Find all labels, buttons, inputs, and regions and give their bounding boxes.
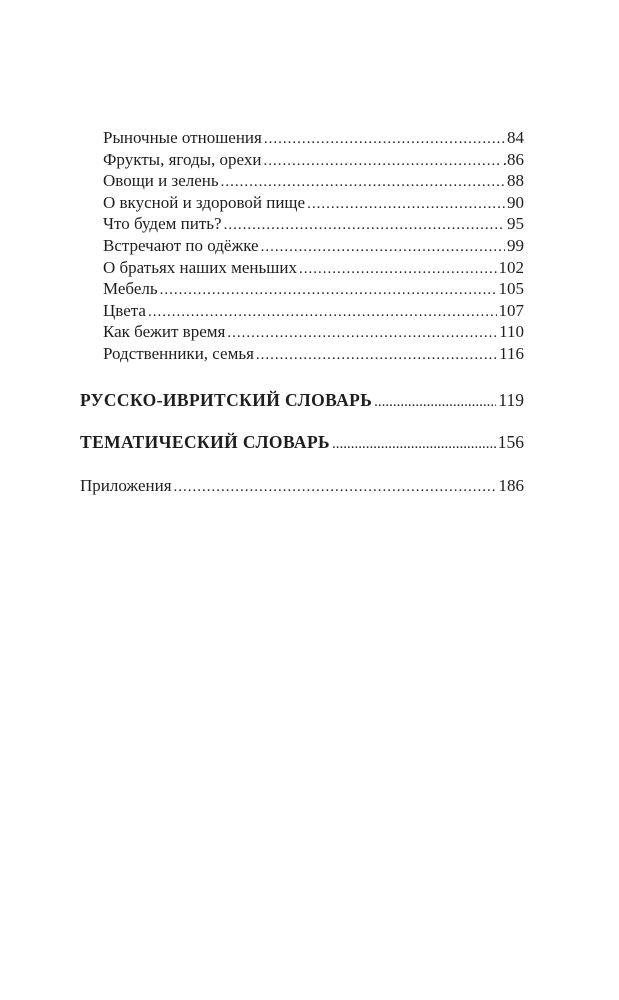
toc-entry-page: 95 xyxy=(507,214,524,234)
toc-section-russian-hebrew-dictionary[interactable] xyxy=(80,390,524,411)
toc-entry[interactable] xyxy=(80,278,524,300)
toc-entry-title: Рыночные отношения xyxy=(103,128,262,147)
toc-entry-title: Мебель xyxy=(103,279,158,299)
toc-entry-page: 107 xyxy=(498,300,524,320)
toc-section-title: РУССКО-ИВРИТСКИЙ СЛОВАРЬ xyxy=(80,389,373,410)
toc-entry-page: 99 xyxy=(507,235,524,255)
toc-entry[interactable] xyxy=(80,213,524,235)
dot-leader xyxy=(221,172,505,192)
toc-section-page: 186 xyxy=(498,475,524,495)
toc-entry-page: 88 xyxy=(507,171,524,191)
dot-leader xyxy=(374,394,496,411)
dot-leader xyxy=(174,479,497,496)
dot-leader xyxy=(148,302,497,322)
toc-entry[interactable] xyxy=(80,257,524,279)
toc-entry-page: 90 xyxy=(507,192,524,212)
toc-section-appendix[interactable] xyxy=(80,476,524,496)
toc-entry-page: 102 xyxy=(498,257,524,277)
toc-section-thematic-dictionary[interactable] xyxy=(80,432,524,453)
toc-entry-title: Как бежит время xyxy=(103,322,226,342)
toc-entry[interactable] xyxy=(80,235,524,257)
dot-leader xyxy=(256,345,497,365)
toc-entry[interactable] xyxy=(80,192,524,214)
dot-leader xyxy=(263,151,500,171)
toc-entry-page: 105 xyxy=(498,279,524,299)
dot-leader xyxy=(160,280,497,300)
toc-entry[interactable] xyxy=(80,321,524,343)
dot-leader xyxy=(264,129,505,149)
toc-section-page: 156 xyxy=(497,431,524,452)
dot-leader xyxy=(224,215,505,235)
table-of-contents xyxy=(80,127,524,496)
dot-leader xyxy=(307,194,505,214)
toc-entry-title: Родственники, семья xyxy=(103,343,254,363)
toc-section-title: Приложения xyxy=(80,475,172,495)
toc-entry-page: .86 xyxy=(502,149,524,169)
toc-entry-title: О братьях наших меньших xyxy=(103,257,297,277)
dot-leader xyxy=(332,436,496,453)
toc-section-page: 119 xyxy=(498,389,524,410)
toc-section-title: ТЕМАТИЧЕСКИЙ СЛОВАРЬ xyxy=(80,431,331,452)
toc-entry[interactable] xyxy=(80,300,524,322)
toc-entry-title: Фрукты, ягоды, орехи xyxy=(103,149,262,169)
toc-entry-page: 110 xyxy=(499,322,524,342)
toc-entry-title: Встречают по одёжке xyxy=(103,235,259,255)
dot-leader xyxy=(227,323,497,343)
toc-entry-page: 116 xyxy=(499,343,524,363)
toc-entry[interactable] xyxy=(80,149,524,171)
toc-entry[interactable] xyxy=(80,127,524,149)
toc-entry-title: Что будем пить? xyxy=(103,214,222,234)
toc-entry-title: О вкусной и здоровой пище xyxy=(103,192,306,212)
toc-entry[interactable] xyxy=(80,170,524,192)
toc-entry[interactable] xyxy=(80,343,524,365)
dot-leader xyxy=(299,259,497,279)
dot-leader xyxy=(261,237,505,257)
toc-entry-page: 84 xyxy=(507,128,524,147)
toc-entry-title: Цвета xyxy=(103,300,146,320)
toc-entry-title: Овощи и зелень xyxy=(103,171,219,191)
